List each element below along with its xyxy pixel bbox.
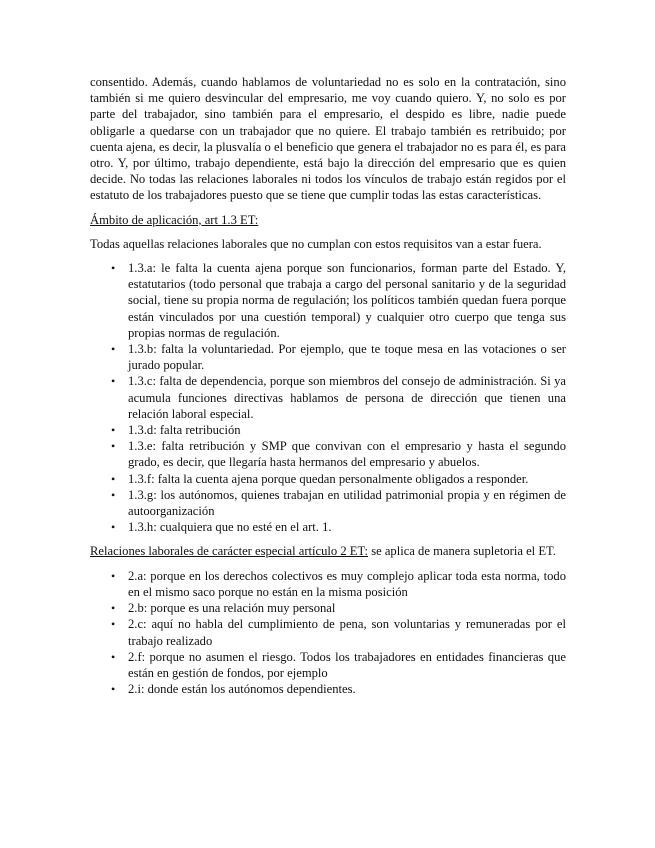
- bullet-icon: •: [111, 601, 116, 616]
- relaciones-list: [90, 568, 566, 698]
- bullet-icon: •: [111, 342, 116, 357]
- bullet-icon: •: [111, 617, 116, 632]
- section-heading-ambito: [90, 212, 566, 228]
- document-body: [90, 74, 566, 697]
- bullet-icon: •: [111, 682, 116, 697]
- bullet-icon: •: [111, 520, 116, 535]
- bullet-icon: •: [111, 261, 116, 276]
- bullet-icon: •: [111, 471, 116, 486]
- section-heading-relaciones-text: Relaciones laborales de carácter especial artículo 2 ET:: [90, 544, 369, 559]
- list-item: • 1.3.a: le falta la cuenta ajena porque son funcionarios, forman parte del Estado. Y, estatutarios (todo personal que trabaja a cargo del personal sanitario y de la seguridad social, tiene su propia norma de regulación; los políticos también quedan fuera porque están vinculados por una cuestión temporal) y cualquier otro cuerpo que tenga sus propias normas de regulación.: [111, 261, 566, 340]
- bullet-icon: •: [111, 568, 116, 583]
- bullet-icon: •: [111, 374, 116, 389]
- section-heading-ambito-text: Ámbito de aplicación, art 1.3 ET:: [90, 212, 259, 227]
- list-item: • 2.f: porque no asumen el riesgo. Todos los trabajadores en entidades financieras que están en gestión de fondos, por ejemplo: [111, 649, 566, 680]
- list-item: • 1.3.f: falta la cuenta ajena porque quedan personalmente obligados a responder.: [111, 471, 529, 486]
- bullet-icon: •: [111, 439, 116, 454]
- list-item: • 2.b: porque es una relación muy personal: [111, 601, 336, 616]
- bullet-icon: •: [111, 487, 116, 502]
- section-heading-relaciones: [90, 543, 566, 559]
- list-item: • 2.a: porque en los derechos colectivos es muy complejo aplicar toda esta norma, todo en el mismo saco porque no están en la misma posición: [111, 568, 566, 599]
- list-item: • 1.3.d: falta retribución: [111, 423, 241, 438]
- section-heading-relaciones-tail: se aplica de manera supletoria el ET.: [368, 544, 556, 559]
- bullet-icon: •: [111, 423, 116, 438]
- list-item: • 1.3.c: falta de dependencia, porque son miembros del consejo de administración. Si ya acumula funciones directivas hablamos de persona de dirección que tienen una relación laboral especial.: [111, 374, 566, 421]
- section-lead-ambito: Todas aquellas relaciones laborales que no cumplan con estos requisitos van a estar fuera.: [90, 236, 542, 251]
- list-item: • 2.c: aquí no habla del cumplimiento de pena, son voluntarias y remuneradas por el trabajo realizado: [111, 617, 566, 648]
- list-item: • 1.3.b: falta la voluntariedad. Por ejemplo, que te toque mesa en las votaciones o ser jurado popular.: [111, 342, 566, 373]
- list-item: • 2.i: donde están los autónomos dependientes.: [111, 682, 356, 697]
- list-item: • 1.3.g: los autónomos, quienes trabajan en utilidad patrimonial propia y en régimen de autoorganización: [111, 487, 566, 519]
- bullet-icon: •: [111, 649, 116, 664]
- intro-paragraph: consentido. Además, cuando hablamos de voluntariedad no es solo en la contratación, sino también si me quiero desvincular del empresario, me voy cuando quiero. Y, no solo es por parte del trabajador, sino también para el empresario, el despido es libre, nadie puede obligarle a quedarse con un trabajador que no quiere. El trabajo también es retribuido; por cuenta ajena, es decir, la plusvalía o el beneficio que genera el trabajador no es para él, es para otro. Y, por último, trabajo dependiente, está bajo la dirección del empresario que es quien decide. No todas las relaciones laborales ni todos los vínculos de trabajo están regidos por el estatuto de los trabajadores puesto que se tiene que cumplir todas las estas características.: [90, 75, 566, 203]
- list-item: • 1.3.e: falta retribución y SMP que convivan con el empresario y hasta el segundo grado, es decir, que llegaría hasta hermanos del empresario y abuelos.: [111, 439, 566, 470]
- list-item: • 1.3.h: cualquiera que no esté en el art. 1.: [111, 520, 332, 535]
- ambito-list: [90, 260, 566, 535]
